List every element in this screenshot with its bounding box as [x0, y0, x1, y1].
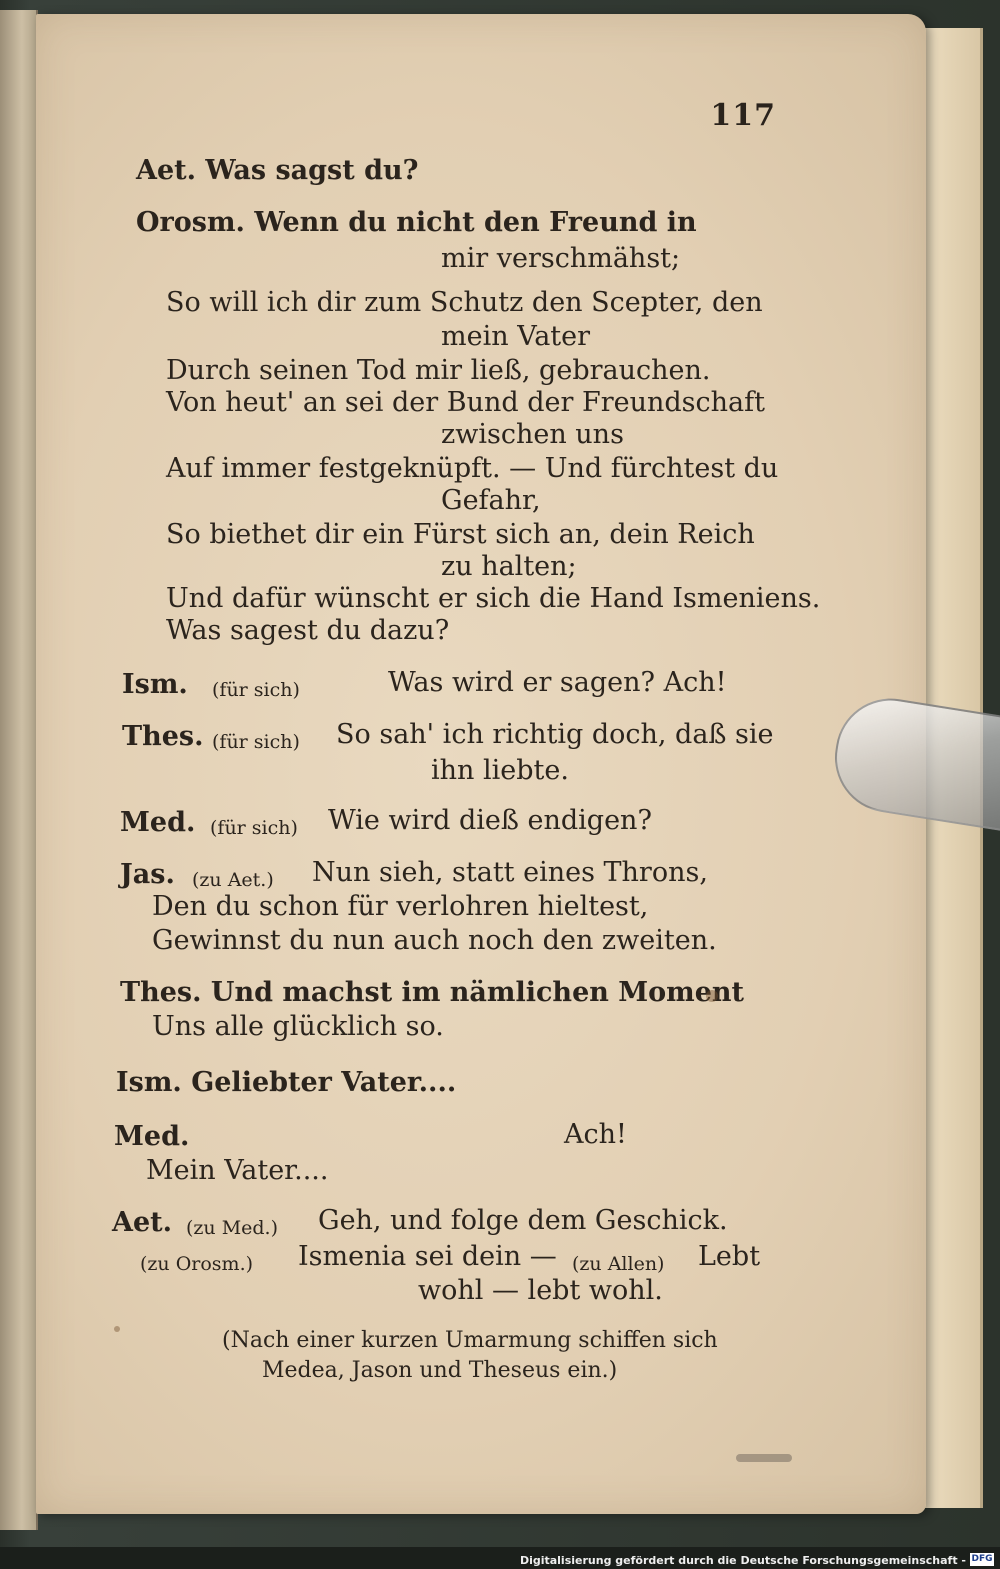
- stage-direction: (zu Med.): [186, 1217, 279, 1239]
- text-line: zu halten;: [441, 551, 577, 582]
- text-line: So sah' ich richtig doch, daß sie: [336, 719, 774, 750]
- funding-notice: Digitalisierung gefördert durch die Deutsche Forschungsgemeinschaft -: [519, 1554, 966, 1567]
- stage-direction: (Nach einer kurzen Umarmung schiffen sich: [222, 1328, 718, 1353]
- text-line: Ism. Geliebter Vater....: [116, 1067, 457, 1098]
- text-line: So biethet dir ein Fürst sich an, dein Reich: [166, 519, 755, 550]
- ink-blot: [706, 990, 718, 1002]
- stage-direction: (zu Orosm.): [140, 1253, 254, 1275]
- text-line: Was sagest du dazu?: [166, 615, 450, 646]
- page-number: 117: [710, 98, 776, 133]
- text-line: mein Vater: [441, 321, 591, 352]
- text-line: Durch seinen Tod mir ließ, gebrauchen.: [166, 355, 711, 386]
- text-line: Mein Vater....: [146, 1155, 329, 1186]
- text-line: So will ich dir zum Schutz den Scepter, den: [166, 287, 763, 318]
- text-line: Geh, und folge dem Geschick.: [318, 1205, 728, 1236]
- text-line: Nun sieh, statt eines Throns,: [312, 857, 708, 888]
- speaker-label: Med.: [120, 807, 196, 838]
- text-line: Gefahr,: [441, 485, 541, 516]
- text-line: Was wird er sagen? Ach!: [388, 667, 727, 698]
- text-line: Auf immer festgeknüpft. — Und fürchtest du: [166, 453, 779, 484]
- speaker-label: Ism.: [122, 669, 188, 700]
- stage-direction: Medea, Jason und Theseus ein.): [262, 1358, 618, 1383]
- dfg-logo: DFG: [971, 1554, 993, 1564]
- stage-direction: (für sich): [212, 679, 300, 701]
- text-line: Den du schon für verlohren hieltest,: [152, 891, 649, 922]
- text-line: Wie wird dieß endigen?: [328, 805, 652, 836]
- speaker-label: Aet.: [112, 1207, 172, 1238]
- text-line: Orosm. Wenn du nicht den Freund in: [136, 207, 697, 238]
- text-line: Und dafür wünscht er sich die Hand Ismeniens.: [166, 583, 821, 614]
- text-line: Gewinnst du nun auch noch den zweiten.: [152, 925, 717, 956]
- text-line: zwischen uns: [441, 419, 624, 450]
- text-line: Lebt: [698, 1241, 761, 1272]
- speaker-label: Thes.: [122, 721, 204, 752]
- text-line: Von heut' an sei der Bund der Freundschaft: [166, 387, 765, 418]
- text-line: wohl — lebt wohl.: [418, 1275, 663, 1306]
- ink-smudge: [736, 1454, 792, 1462]
- text-line: ihn liebte.: [431, 755, 569, 786]
- text-line: mir verschmähst;: [441, 243, 681, 274]
- stage-direction: (für sich): [212, 731, 300, 753]
- speaker-label: Jas.: [120, 859, 175, 890]
- stage-direction: (für sich): [210, 817, 298, 839]
- text-line: Thes. Und machst im nämlichen Moment: [120, 977, 745, 1008]
- text-line: Aet. Was sagst du?: [136, 155, 419, 186]
- left-page-edge: [0, 10, 38, 1530]
- stage-direction: (zu Allen): [572, 1253, 665, 1275]
- text-line: Ismenia sei dein —: [298, 1241, 557, 1272]
- book-page: [36, 14, 926, 1514]
- text-line: Uns alle glücklich so.: [152, 1011, 444, 1042]
- ink-blot: [114, 1326, 120, 1332]
- stage-direction: (zu Aet.): [192, 869, 274, 891]
- speaker-label: Med.: [114, 1121, 190, 1152]
- text-line: Ach!: [564, 1119, 627, 1150]
